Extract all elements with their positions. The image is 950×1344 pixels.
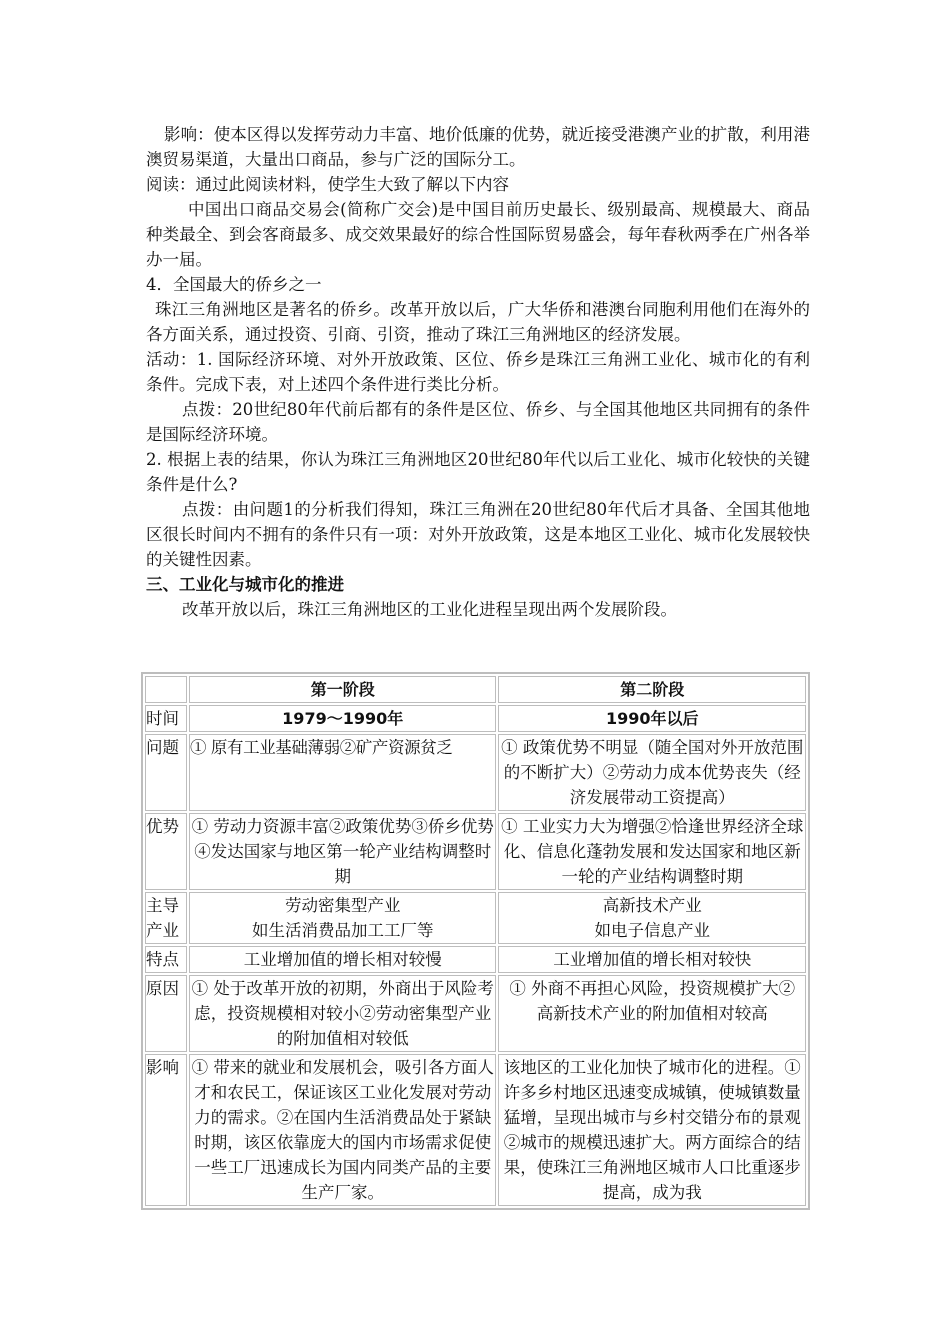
paragraph-hometown-title: 4．全国最大的侨乡之一 (146, 275, 322, 294)
table-row (145, 975, 806, 1052)
cell-leading-stage-1 (189, 892, 497, 944)
leading-stage-2-example: 如电子信息产业 (594, 921, 710, 940)
paragraph-impact: 影响：使本区得以发挥劳动力丰富、地价低廉的优势，就近接受港澳产业的扩散，利用港澳贸易渠道，大量出口商品，参与广泛的国际分工。 (146, 125, 810, 169)
stages-table (141, 672, 810, 1210)
header-stage-2: 第二阶段 (498, 676, 806, 703)
cell-impact-stage-2: 该地区的工业化加快了城市化的进程。①许多乡村地区迅速变成城镇，使城镇数量猛增，呈现出城市与乡村交错分布的景观②城市的规模迅速扩大。两方面综合的结果，使珠江三角洲地区城市人口比重逐步提高，成为我 (498, 1054, 806, 1206)
leading-stage-1-type: 劳动密集型产业 (284, 896, 401, 915)
paragraph-hometown: 珠江三角洲地区是著名的侨乡。改革开放以后，广大华侨和港澳台同胞利用他们在海外的各方面关系，通过投资、引商、引资，推动了珠江三角洲地区的经济发展。 (146, 300, 810, 344)
paragraph-stages-intro: 改革开放以后，珠江三角洲地区的工业化进程呈现出两个发展阶段。 (182, 600, 677, 619)
table-row (145, 1054, 806, 1206)
table-header-row (145, 676, 806, 703)
document-body (146, 122, 810, 622)
paragraph-hint-2: 点拨：由问题1的分析我们得知，珠江三角洲在20世纪80年代后才具备、全国其他地区很长时间内不拥有的条件只有一项：对外开放政策，这是本地区工业化、城市化发展较快的关键性因素。 (146, 500, 810, 569)
table-row (145, 813, 806, 890)
cell-time-stage-1: 1979～1990年 (189, 705, 497, 732)
cell-reason-stage-1: ① 处于改革开放的初期，外商出于风险考虑，投资规模相对较小②劳动密集型产业的附加值相对较低 (189, 975, 497, 1052)
table-row (145, 705, 806, 732)
row-label-reason: 原因 (145, 975, 187, 1052)
paragraph-hint-1: 点拨：20世纪80年代前后都有的条件是区位、侨乡、与全国其他地区共同拥有的条件是国际经济环境。 (146, 400, 810, 444)
cell-impact-stage-1: ① 带来的就业和发展机会，吸引各方面人才和农民工，保证该区工业化发展对劳动力的需求。②在国内生活消费品处于紧缺时期，该区依靠庞大的国内市场需求促使一些工厂迅速成长为国内同类产品的主要生产厂家。 (189, 1054, 497, 1206)
row-label-impact: 影响 (145, 1054, 187, 1206)
cell-problem-stage-2: ① 政策优势不明显（随全国对外开放范围的不断扩大）②劳动力成本优势丧失（经济发展带动工资提高） (498, 734, 806, 811)
leading-stage-1-example: 如生活消费品加工工厂等 (251, 921, 434, 940)
cell-reason-stage-2: ① 外商不再担心风险，投资规模扩大② 高新技术产业的附加值相对较高 (498, 975, 806, 1052)
row-label-feature: 特点 (145, 946, 187, 973)
section-heading: 三、工业化与城市化的推进 (146, 575, 344, 594)
cell-feature-stage-2: 工业增加值的增长相对较快 (498, 946, 806, 973)
paragraph-reading: 阅读：通过此阅读材料，使学生大致了解以下内容 (146, 175, 509, 194)
header-blank (145, 676, 187, 703)
paragraph-canton-fair: 中国出口商品交易会(简称广交会)是中国目前历史最长、级别最高、规模最大、商品种类最全、到会客商最多、成交效果最好的综合性国际贸易盛会，每年春秋两季在广州各举办一届。 (146, 200, 810, 269)
paragraph-activity: 活动：1. 国际经济环境、对外开放政策、区位、侨乡是珠江三角洲工业化、城市化的有利条件。完成下表，对上述四个条件进行类比分析。 (146, 350, 810, 394)
cell-advantage-stage-2: ① 工业实力大为增强②恰逢世界经济全球化、信息化蓬勃发展和发达国家和地区新一轮的产业结构调整时期 (498, 813, 806, 890)
cell-advantage-stage-1: ① 劳动力资源丰富②政策优势③侨乡优势④发达国家与地区第一轮产业结构调整时期 (189, 813, 497, 890)
row-label-leading-industry: 主导产业 (145, 892, 187, 944)
paragraph-question-2: 2. 根据上表的结果，你认为珠江三角洲地区20世纪80年代以后工业化、城市化较快的关键条件是什么? (146, 450, 810, 494)
cell-leading-stage-2 (498, 892, 806, 944)
table-row (145, 734, 806, 811)
table-row (145, 946, 806, 973)
cell-problem-stage-1: ① 原有工业基础薄弱②矿产资源贫乏 (189, 734, 497, 811)
cell-feature-stage-1: 工业增加值的增长相对较慢 (189, 946, 497, 973)
row-label-time: 时间 (145, 705, 187, 732)
header-stage-1: 第一阶段 (189, 676, 497, 703)
leading-stage-2-type: 高新技术产业 (602, 896, 702, 915)
row-label-problem: 问题 (145, 734, 187, 811)
row-label-advantage: 优势 (145, 813, 187, 890)
table-row (145, 892, 806, 944)
cell-time-stage-2: 1990年以后 (498, 705, 806, 732)
